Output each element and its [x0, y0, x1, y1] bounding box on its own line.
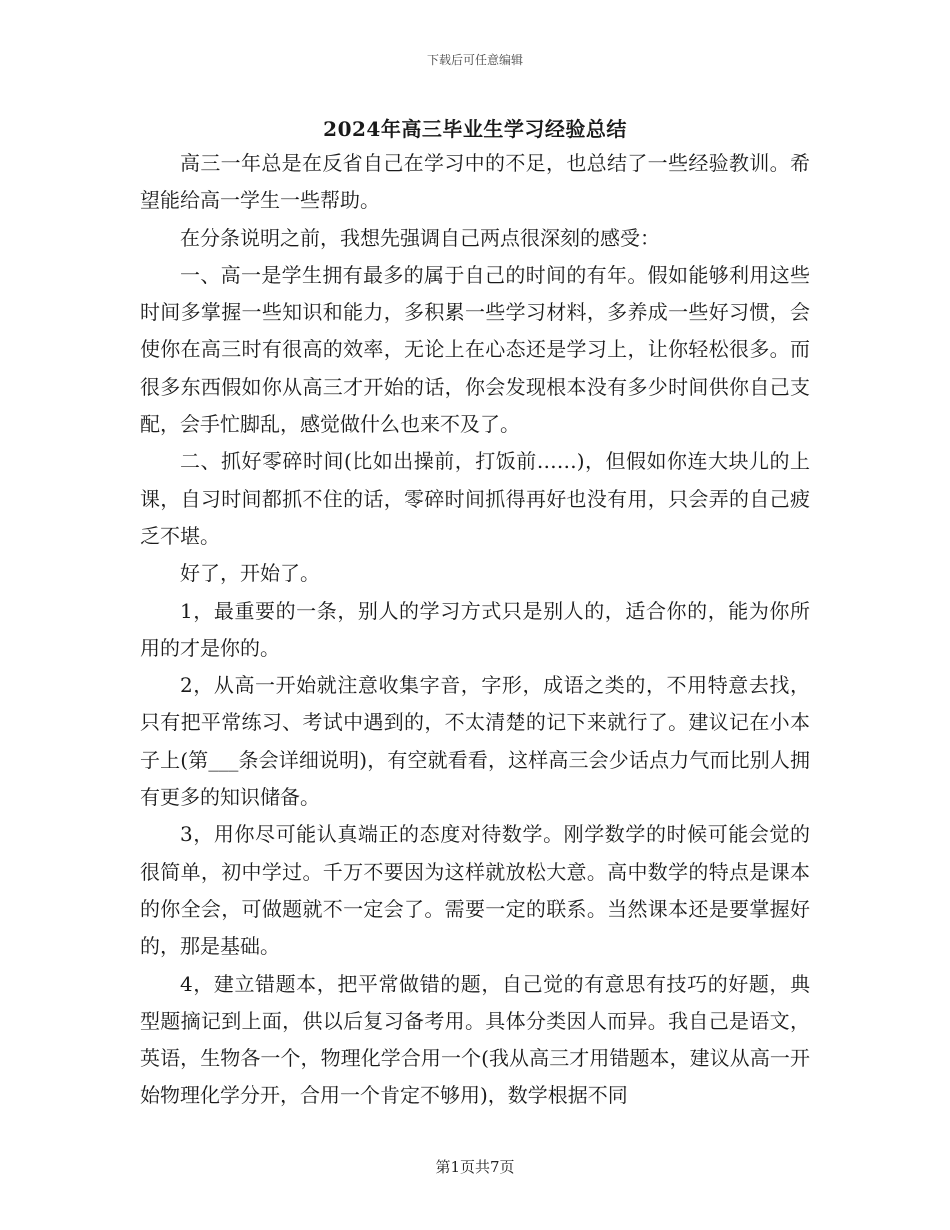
document-title: 2024年高三毕业生学习经验总结 — [323, 117, 627, 141]
paragraph: 好了，开始了。 — [180, 561, 320, 586]
page-number: 第1页共7页 — [435, 1158, 515, 1176]
paragraph: 1，最重要的一条，别人的学习方式只是别人的，适合你的，能为你所用的才是你的。 — [140, 598, 810, 660]
page-header-note: 下载后可任意编辑 — [426, 53, 523, 67]
paragraph: 3，用你尽可能认真端正的态度对待数学。刚学数学的时候可能会觉的很简单，初中学过。千万不要因为这样就放松大意。高中数学的特点是课本的你全会，可做题就不一定会了。需要一定的联系。当然课本还是要掌握好的，那是基础。 — [140, 822, 810, 959]
paragraph: 高三一年总是在反省自己在学习中的不足，也总结了一些经验教训。希望能给高一学生一些帮助。 — [140, 151, 810, 213]
paragraph: 一、高一是学生拥有最多的属于自己的时间的有年。假如能够利用这些时间多掌握一些知识和能力，多积累一些学习材料，多养成一些好习惯，会使你在高三时有很高的效率，无论上在心态还是学习上，让你轻松很多。而很多东西假如你从高三才开始的话，你会发现根本没有多少时间供你自己支配，会手忙脚乱，感觉做什么也来不及了。 — [140, 262, 810, 437]
document-body — [140, 145, 810, 1115]
paragraph: 二、抓好零碎时间(比如出操前，打饭前……)，但假如你连大块儿的上课，自习时间都抓不住的话，零碎时间抓得再好也没有用，只会弄的自己疲乏不堪。 — [140, 449, 810, 548]
paragraph: 在分条说明之前，我想先强调自己两点很深刻的感受： — [180, 225, 660, 250]
paragraph: 4，建立错题本，把平常做错的题，自己觉的有意思有技巧的好题，典型题摘记到上面，供以后复习备考用。具体分类因人而异。我自己是语文，英语，生物各一个，物理化学合用一个(我从高三才用错题本，建议从高一开始物理化学分开，合用一个肯定不够用)，数学根据不同 — [140, 971, 810, 1108]
paragraph: 2，从高一开始就注意收集字音，字形，成语之类的，不用特意去找，只有把平常练习、考试中遇到的，不太清楚的记下来就行了。建议记在小本子上(第___条会详细说明)，有空就看看，这样高三会少话点力气而比别人拥有更多的知识储备。 — [140, 673, 810, 810]
